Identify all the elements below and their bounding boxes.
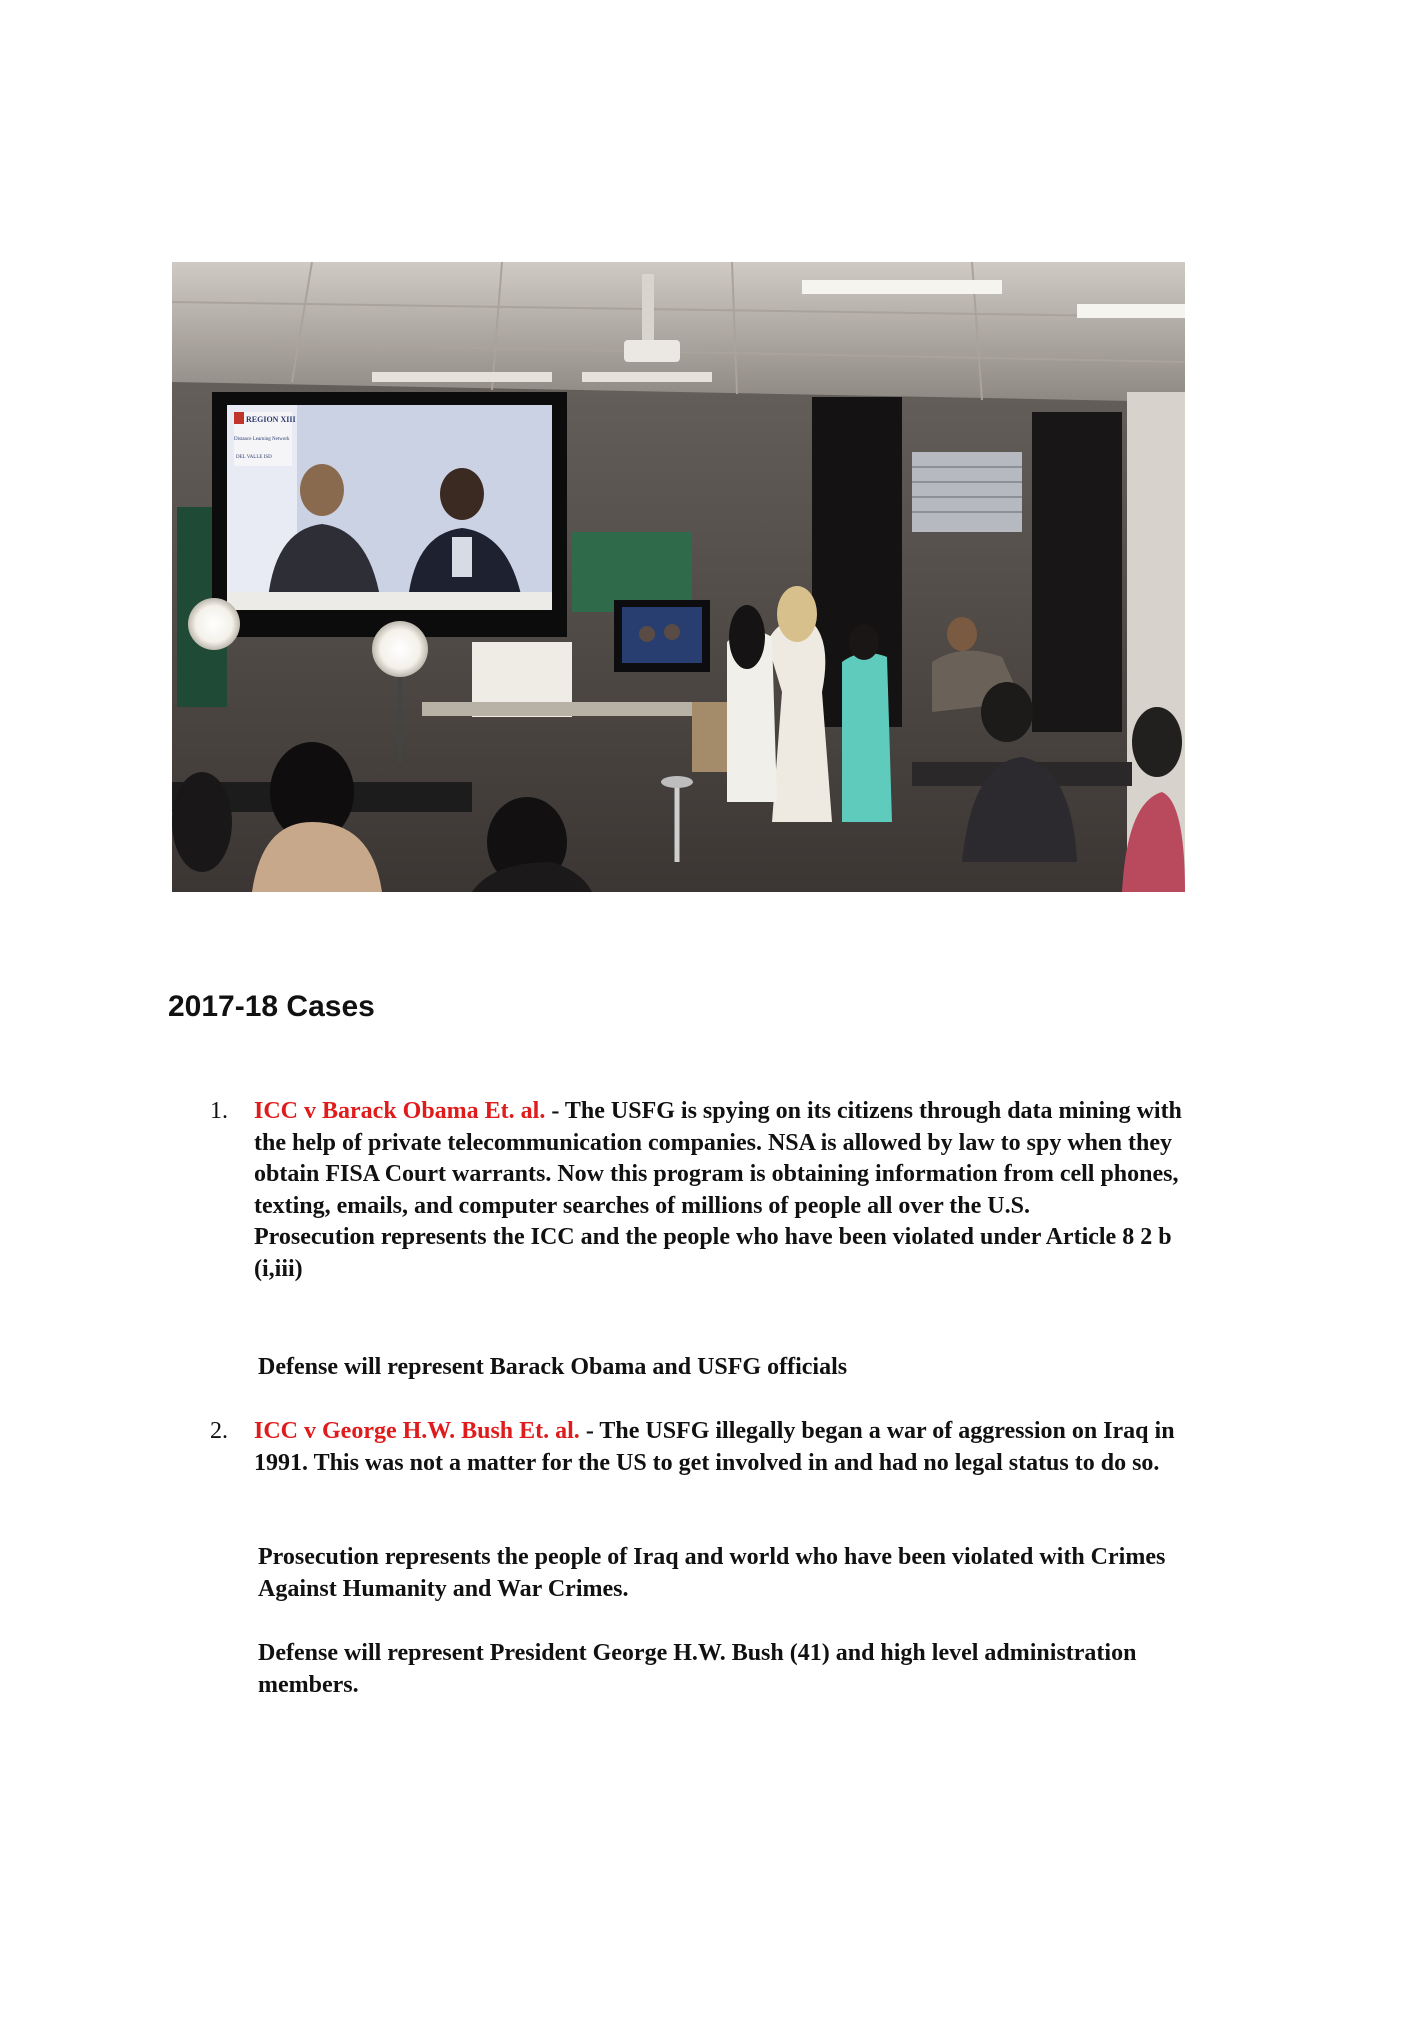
screen-district-text: DEL VALLE ISD xyxy=(236,455,272,460)
case-body xyxy=(254,1096,1210,1286)
case-item-2 xyxy=(210,1416,1210,1479)
case-number: 2. xyxy=(210,1418,228,1444)
case-item-1 xyxy=(210,1096,1210,1286)
case-description: - The USFG is spying on its citizens through data mining with the help of private telecommunication companies. NSA is allowed by law to spy when they obtain FISA Court warrants. Now this program is obtaining information from cell phones, texting, emails, and computer searches of millions of people all over the U.S. xyxy=(254,1098,1182,1219)
section-heading: 2017-18 Cases xyxy=(168,990,375,1023)
case-title: ICC v George H.W. Bush Et. al. xyxy=(254,1418,580,1444)
case-2-defense: Defense will represent President George H.W. Bush (41) and high level administration members. xyxy=(258,1640,1137,1698)
screen-logo-text: REGION XIII xyxy=(246,415,296,424)
case-2-prosecution: Prosecution represents the people of Iraq and world who have been violated with Crimes Against Humanity and War Crimes. xyxy=(258,1544,1166,1602)
case-description: - The USFG illegally began a war of aggression on Iraq in 1991. This was not a matter for the US to get involved in and had no legal status to do so. xyxy=(254,1418,1175,1476)
classroom-photo-illustration xyxy=(172,262,1185,892)
case-number: 1. xyxy=(210,1098,228,1124)
case-1-defense: Defense will represent Barack Obama and USFG officials xyxy=(258,1354,848,1380)
screen-network-text: Distance Learning Network xyxy=(234,437,290,442)
case-prosecution: Prosecution represents the ICC and the people who have been violated under Article 8 2 b (i,iii) xyxy=(254,1224,1172,1282)
classroom-photo xyxy=(172,262,1185,892)
case-body xyxy=(254,1416,1210,1479)
case-title: ICC v Barack Obama Et. al. xyxy=(254,1098,546,1124)
